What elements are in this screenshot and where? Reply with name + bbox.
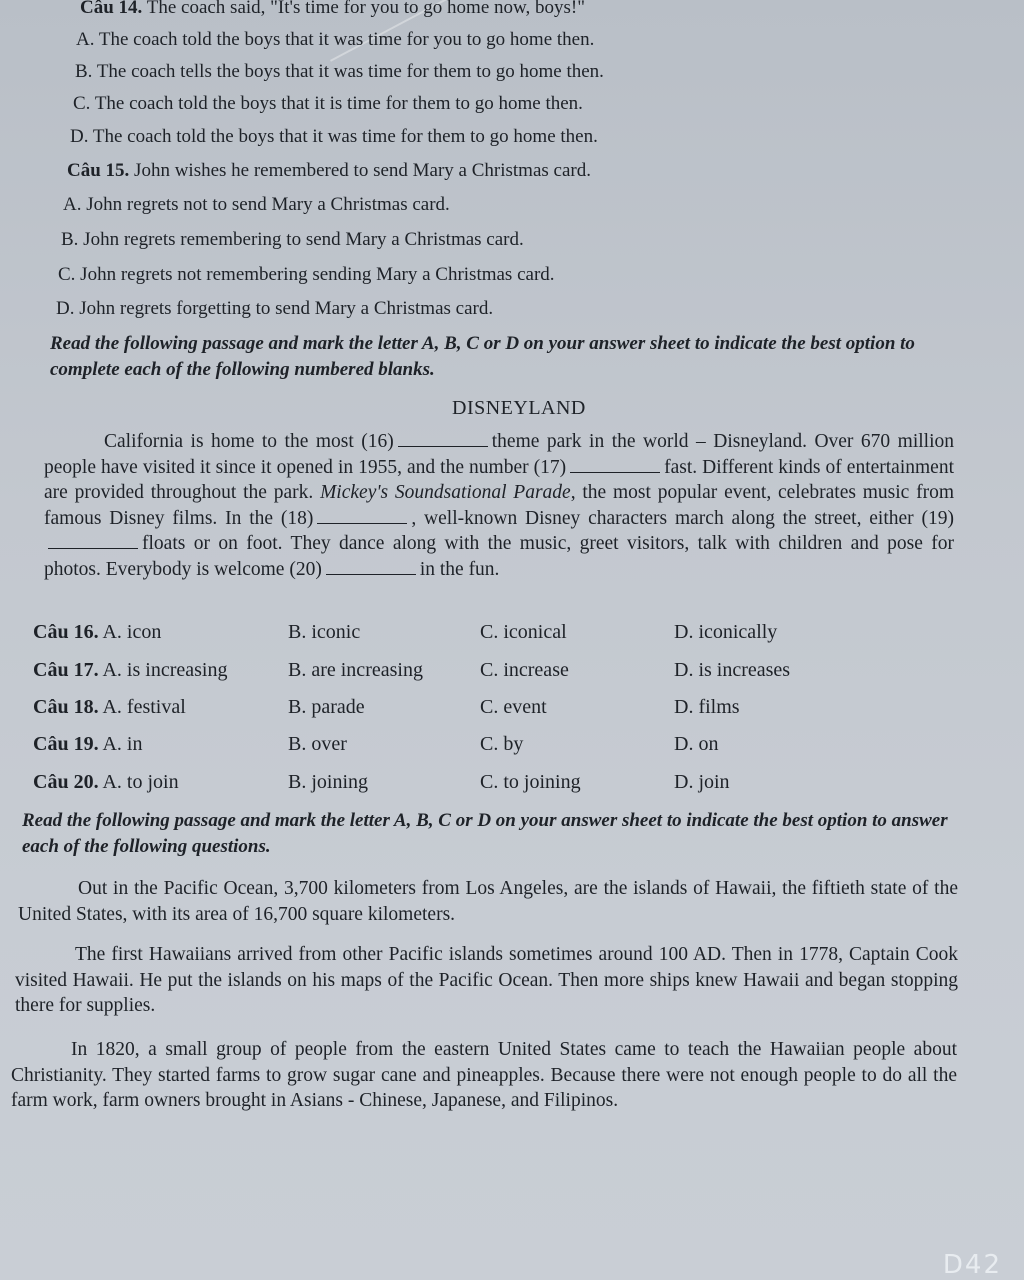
- passage-text: California is home to the most (16): [104, 431, 394, 452]
- option-b: B. joining: [288, 771, 369, 793]
- question-label: Câu 20.: [33, 771, 99, 793]
- option-a: A. in: [102, 733, 143, 755]
- q14-option-c: C. The coach told the boys that it is time for them to go home then.: [73, 93, 583, 114]
- option-d: D. is increases: [674, 659, 791, 681]
- question-stem: The coach said, "It's time for you to go home now, boys!": [146, 0, 585, 18]
- question-label: Câu 14: [80, 0, 138, 18]
- passage-text: In 1820, a small group of people from the eastern United States came to teach the Hawaiian people about Christianity. They started farms to grow sugar cane and pineapples. Because there were not enough people to do all the farm work, farm owners brought in Asians - Chinese, Japanese, and Filipinos.: [11, 1039, 957, 1111]
- instruction-reading: Read the following passage and mark the letter A, B, C or D on your answer sheet to indicate the best option to answer each of the following questions.: [22, 810, 948, 857]
- passage-text: in the fun.: [419, 558, 500, 580]
- q15-option-b: B. John regrets remembering to send Mary a Christmas card.: [61, 229, 524, 250]
- q14-option-a: A. The coach told the boys that it was time for you to go home then.: [76, 29, 595, 50]
- option-c: C. event: [480, 696, 547, 718]
- question-label: Câu 15: [67, 160, 125, 181]
- blank-19: [48, 547, 138, 549]
- question-label: Câu 19.: [33, 733, 99, 755]
- option-d: D. on: [674, 733, 719, 755]
- option-b: B. are increasing: [288, 659, 423, 681]
- answer-row-16: [33, 621, 813, 651]
- question-label: Câu 18.: [33, 696, 99, 718]
- option-d: D. iconically: [674, 621, 778, 643]
- blank-16: [398, 445, 488, 447]
- q15-option-c: C. John regrets not remembering sending Mary a Christmas card.: [58, 264, 555, 285]
- watermark: D42: [942, 1250, 1002, 1280]
- option-d: D. join: [674, 771, 730, 793]
- option-c: C. to joining: [480, 771, 581, 793]
- answer-row-20: [33, 771, 813, 801]
- blank-18: [317, 522, 407, 524]
- option-b: B. iconic: [288, 621, 361, 643]
- option-a: A. festival: [102, 696, 186, 718]
- passage-hawaii-p1: [18, 876, 958, 927]
- passage-text: , well-known Disney characters march along the street, either (19): [411, 507, 954, 529]
- answer-row-19: [33, 733, 813, 763]
- blank-17: [570, 471, 660, 473]
- option-b: B. over: [288, 733, 347, 755]
- option-c: C. increase: [480, 659, 569, 681]
- option-a: A. to join: [102, 771, 179, 793]
- passage-italic-text: Mickey's Soundsational Parade: [320, 482, 571, 503]
- instruction-cloze: Read the following passage and mark the letter A, B, C or D on your answer sheet to indicate the best option to complete each of the following numbered blanks.: [50, 333, 915, 380]
- passage-text: The first Hawaiians arrived from other Pacific islands sometimes around 100 AD. Then in 1778, Captain Cook visited Hawaii. He put the islands on his maps of the Pacific Ocean. Then more ships knew Hawaii and began stopping there for supplies.: [15, 944, 958, 1016]
- option-d: D. films: [674, 696, 740, 718]
- option-a: A. is increasing: [102, 659, 228, 681]
- option-b: B. parade: [288, 696, 365, 718]
- q15-option-d: D. John regrets forgetting to send Mary a Christmas card.: [56, 298, 494, 319]
- question-label: Câu 16.: [33, 621, 99, 643]
- passage-text: fast. Different kinds of entertainment are provided throughout the park.: [44, 456, 954, 503]
- passage-hawaii-p2: [15, 942, 958, 1019]
- answer-row-18: [33, 696, 813, 726]
- passage-disneyland: [44, 429, 954, 582]
- option-c: C. iconical: [480, 621, 567, 643]
- passage-text: Out in the Pacific Ocean, 3,700 kilometers from Los Angeles, are the islands of Hawaii, the fiftieth state of the United States, with its area of 16,700 square kilometers.: [18, 878, 958, 925]
- passage-text: floats or on foot. They dance along with the music, greet visitors, talk with children and pose for photos. Everybody is welcome (20): [44, 533, 954, 580]
- option-a: A. icon: [102, 621, 162, 643]
- passage-text: theme park in the world – Disneyland. Over 670 million people have visited it since it opened in 1955, and the number (17): [44, 431, 954, 478]
- option-c: C. by: [480, 733, 524, 755]
- passage-text: , the most popular event, celebrates music from famous Disney films. In the (18): [44, 482, 955, 529]
- q14-option-b: B. The coach tells the boys that it was time for them to go home then.: [75, 61, 604, 82]
- passage-title: DISNEYLAND: [452, 397, 586, 419]
- answer-row-17: [33, 659, 813, 689]
- passage-hawaii-p3: [11, 1037, 957, 1114]
- question-14: Câu 14. The coach said, "It's time for you to go home now, boys!": [80, 0, 585, 19]
- q15-option-a: A. John regrets not to send Mary a Christmas card.: [63, 194, 450, 215]
- blank-20: [326, 573, 416, 575]
- question-label: Câu 17.: [33, 659, 99, 681]
- question-15: Câu 15. John wishes he remembered to send Mary a Christmas card.: [67, 160, 591, 181]
- q14-option-d: D. The coach told the boys that it was time for them to go home then.: [70, 126, 598, 147]
- question-stem: John wishes he remembered to send Mary a Christmas card.: [134, 160, 591, 181]
